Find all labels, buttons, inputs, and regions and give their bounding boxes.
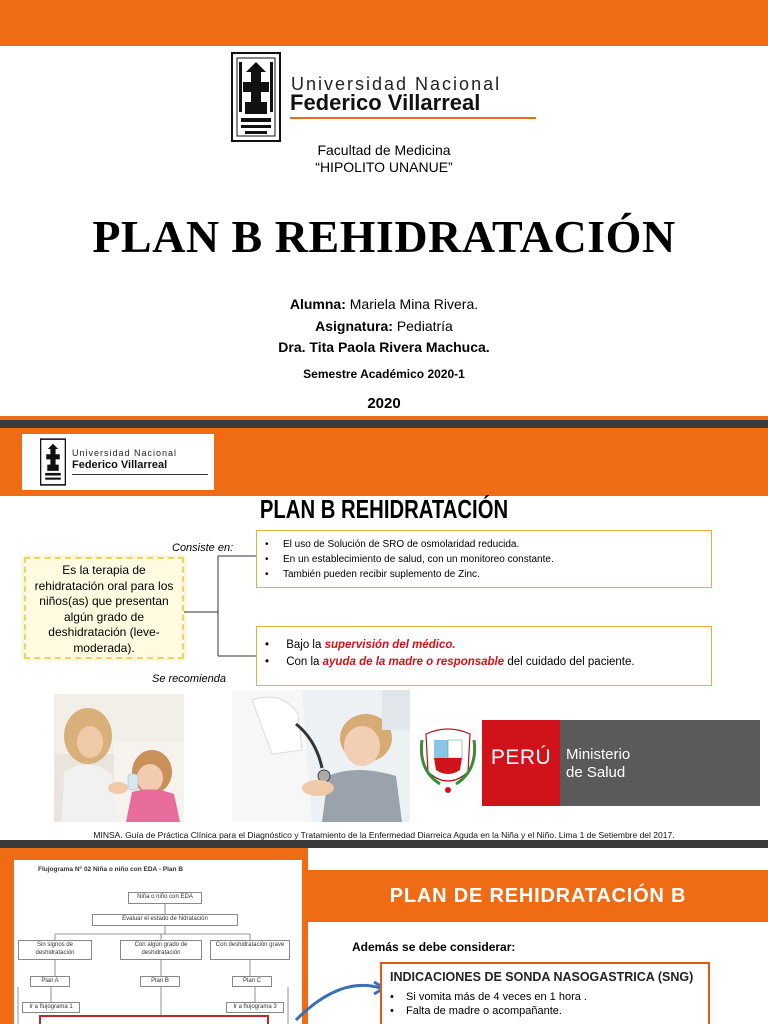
recomienda-item-emphasis: ayuda de la madre o responsable — [322, 656, 505, 668]
consiste-label: Consiste en: — [172, 542, 234, 554]
student-line — [0, 296, 768, 312]
ministry-name — [566, 746, 630, 782]
flow-node-evaluate: Evaluar el estado de hidratación — [92, 914, 238, 926]
sng-indications-box — [380, 962, 710, 1024]
recomienda-box — [256, 626, 712, 686]
ministry-line1: Ministerio — [566, 746, 631, 763]
sng-item: • Si vomita más de 4 veces en 1 hora . — [390, 990, 700, 1004]
recomienda-item — [265, 637, 703, 654]
recomienda-item-text: Bajo la — [286, 639, 325, 651]
student-label: Alumna: — [289, 296, 346, 312]
flow-node-plan-a: Plan A — [30, 976, 70, 987]
faculty-name: “HIPOLITO UNANUE” — [315, 159, 453, 175]
slide-title: PLAN B REHIDRATACIÓN — [259, 494, 509, 524]
plan-b-slide — [0, 428, 768, 840]
recomienda-item-text: del cuidado del paciente. — [504, 656, 635, 668]
subject-name: Pediatría — [396, 318, 453, 334]
university-name-line2: Federico Villarreal — [290, 90, 481, 115]
university-underline — [290, 117, 536, 119]
recomienda-item-emphasis: supervisión del médico. — [324, 639, 456, 651]
consiste-item: • El uso de Solución de SRO de osmolaridad reducida. — [265, 537, 703, 552]
plan-rehidratacion-b-slide — [0, 848, 768, 1024]
flow-node-none: Sin signos de deshidratación — [18, 940, 92, 960]
flow-node-flow-1: Ir a flujograma 1 — [22, 1002, 80, 1013]
university-name-line2: Federico Villarreal — [72, 459, 168, 471]
teacher-name: Dra. Tita Paola Rivera Machuca. — [278, 339, 490, 355]
sng-title: INDICACIONES DE SONDA NASOGASTRICA (SNG) — [390, 970, 694, 984]
flow-node-flow-3: Ir a flujograma 3 — [226, 1002, 284, 1013]
faculty-label: Facultad de Medicina — [317, 142, 451, 158]
university-name-line1: Universidad Nacional — [291, 74, 502, 94]
bottom-orange-bar — [0, 416, 768, 420]
ademas-label: Además se debe considerar: — [352, 940, 516, 954]
flow-node-some: Con algún grado de deshidratación — [120, 940, 202, 960]
consiste-item: • En un establecimiento de salud, con un monitoreo constante. — [265, 552, 703, 567]
university-crest-icon — [231, 52, 281, 142]
semester-label: Semestre Académico 2020-1 — [303, 367, 465, 381]
flow-node-plan-c: Plan C — [232, 976, 272, 987]
recomienda-item-text: Con la — [286, 656, 323, 668]
mother-child-photo — [54, 694, 184, 822]
top-orange-bar — [0, 0, 768, 46]
doctor-child-photo — [232, 690, 410, 822]
title-slide — [0, 0, 768, 420]
definition-box: Es la terapia de rehidratación oral para los niños(as) que presentan algún grado de deshidratación (leve-moderada). — [24, 557, 184, 659]
peru-label: PERÚ — [490, 746, 552, 769]
slide-title: PLAN B REHIDRATACIÓN — [92, 211, 676, 262]
subject-line — [0, 318, 768, 334]
ministry-line2: de Salud — [566, 764, 626, 781]
university-name-line1: Universidad Nacional — [72, 448, 178, 458]
flowchart-title: Flujograma N° 02 Niña o niño con EDA - Plan B — [38, 866, 184, 873]
subject-label: Asignatura: — [315, 318, 393, 334]
flow-node-severe: Con deshidratación grave — [210, 940, 290, 960]
recomienda-label: Se recomienda — [152, 673, 226, 685]
flow-node-plan-b: Plan B — [140, 976, 180, 987]
year-label: 2020 — [367, 395, 401, 412]
consiste-item: • También pueden recibir suplemento de Zinc. — [265, 567, 703, 582]
consiste-box — [256, 530, 712, 588]
recomienda-item — [265, 654, 703, 671]
sng-item: • Falta de madre o acompañante. — [390, 1004, 700, 1018]
student-name: Mariela Mina Rivera. — [349, 296, 479, 312]
flow-node-start: Niña o niño con EDA — [128, 892, 202, 904]
reference-citation: MINSA. Guía de Práctica Clínica para el Diagnóstico y Tratamiento de la Enfermedad Diarreica Aguda en la Niña y el Niño. Lima 1 de Setiembre del 2017. — [93, 830, 675, 840]
slide-title: PLAN DE REHIDRATACIÓN B — [389, 885, 687, 907]
